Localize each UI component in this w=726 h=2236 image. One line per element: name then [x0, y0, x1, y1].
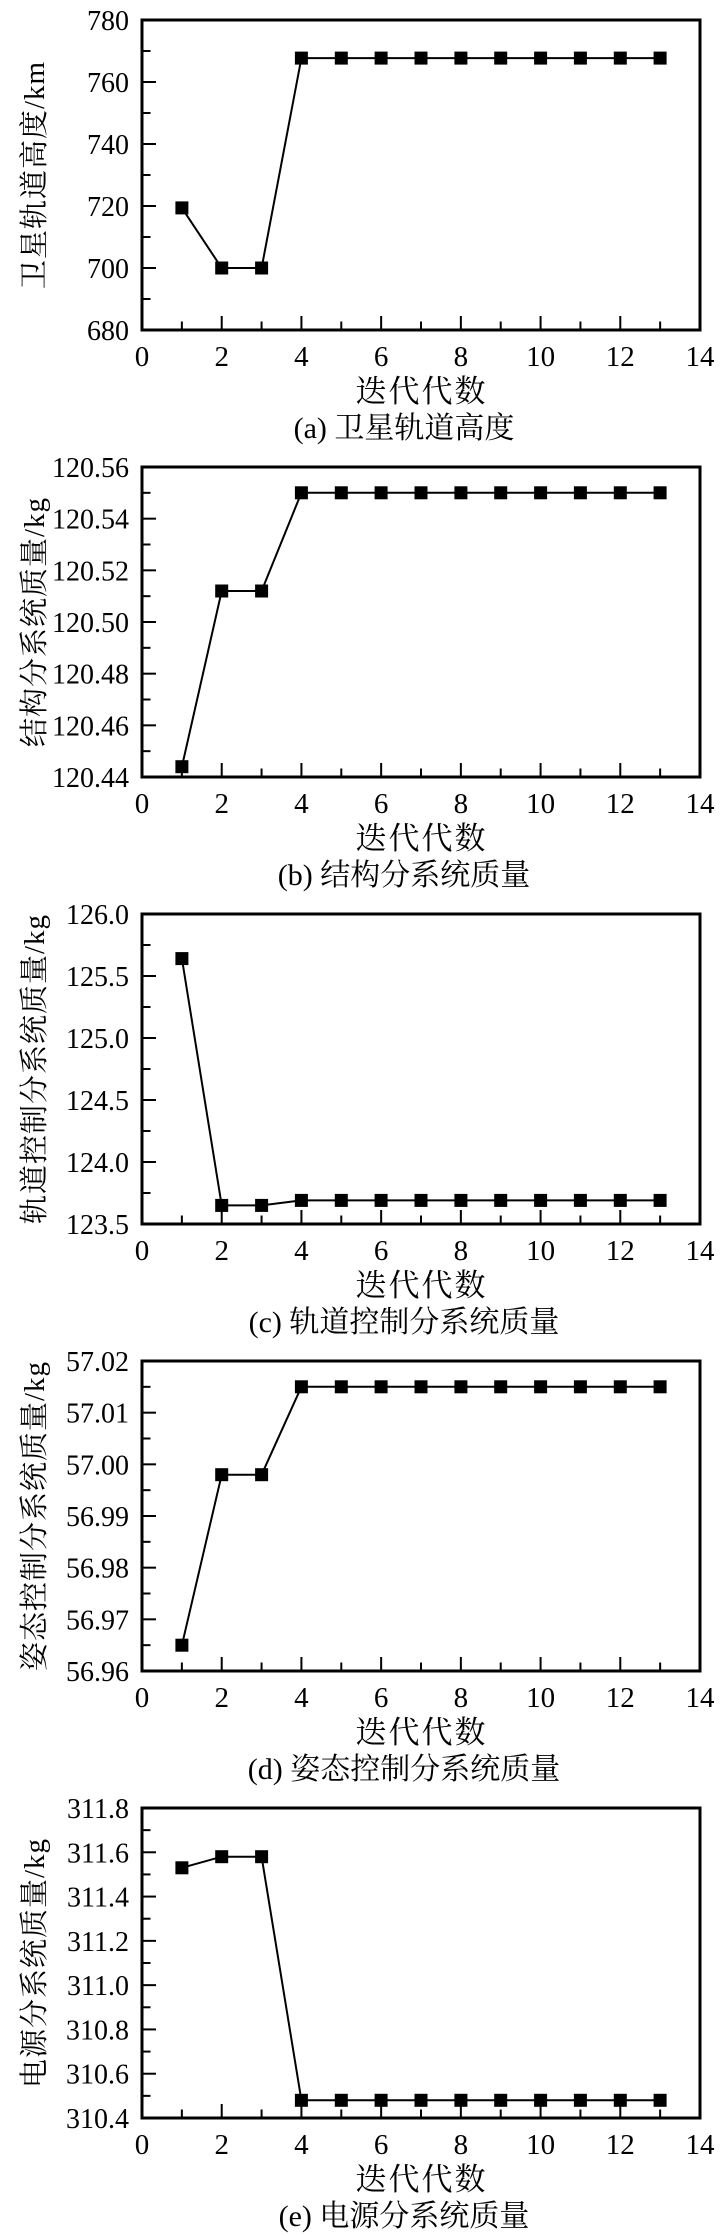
x-axis-title-a: 迭代代数 [355, 374, 488, 409]
x-tick-label: 2 [214, 341, 229, 373]
y-tick-label: 740 [87, 130, 129, 161]
data-point-marker [454, 1194, 467, 1207]
data-line [182, 493, 660, 767]
data-point-marker [375, 486, 388, 499]
data-point-marker [215, 1468, 228, 1481]
data-point-marker [255, 1468, 268, 1481]
data-point-marker [375, 2094, 388, 2107]
data-point-marker [454, 486, 467, 499]
y-tick-label: 56.96 [66, 1657, 129, 1688]
subplot-e [0, 1788, 726, 2235]
data-point-marker [295, 486, 308, 499]
y-tick-label: 120.44 [52, 763, 129, 794]
data-point-marker [614, 2094, 627, 2107]
x-tick-label: 10 [526, 2129, 556, 2161]
data-point-marker [494, 486, 507, 499]
x-tick-label: 6 [373, 788, 389, 820]
x-tick-label: 8 [453, 2129, 469, 2161]
caption-b: (b) 结构分系统质量 [277, 859, 531, 892]
y-tick-label: 125.5 [66, 962, 129, 993]
y-tick-label: 311.4 [67, 1882, 129, 1914]
data-point-marker [574, 2094, 587, 2107]
y-tick-label: 780 [87, 6, 129, 37]
y-tick-label: 56.98 [66, 1553, 129, 1585]
x-tick-label: 14 [685, 1682, 715, 1714]
data-point-marker [375, 1380, 388, 1393]
data-point-marker [454, 52, 467, 65]
data-point-marker [375, 52, 388, 65]
data-point-marker [654, 1380, 667, 1393]
caption-c: (c) 轨道控制分系统质量 [248, 1306, 560, 1339]
y-tick-label: 700 [87, 254, 129, 285]
data-point-marker [534, 52, 547, 65]
x-tick-label: 12 [605, 2129, 635, 2161]
y-tick-label: 310.8 [66, 2015, 129, 2047]
x-tick-label: 4 [294, 2129, 309, 2161]
x-tick-label: 4 [294, 1682, 309, 1714]
x-axis-title-d: 迭代代数 [355, 1715, 488, 1750]
x-tick-label: 14 [685, 341, 715, 373]
y-tick-label: 120.48 [52, 659, 129, 691]
y-tick-label: 57.01 [66, 1398, 129, 1430]
data-line [182, 1387, 660, 1645]
subplot-a [0, 0, 726, 447]
x-tick-label: 2 [214, 1682, 229, 1714]
data-point-marker [415, 52, 428, 65]
data-point-marker [415, 1194, 428, 1207]
data-point-marker [175, 952, 188, 965]
data-point-marker [574, 1194, 587, 1207]
x-axis-title-b: 迭代代数 [355, 821, 488, 856]
data-point-marker [175, 1639, 188, 1652]
data-point-marker [335, 486, 348, 499]
subplot-c [0, 894, 726, 1341]
x-tick-label: 8 [453, 1682, 469, 1714]
data-point-marker [175, 1861, 188, 1874]
data-point-marker [614, 1380, 627, 1393]
x-tick-label: 4 [294, 788, 309, 820]
data-point-marker [255, 1850, 268, 1863]
x-tick-label: 12 [605, 1235, 635, 1267]
data-point-marker [335, 2094, 348, 2107]
x-tick-label: 12 [605, 341, 635, 373]
data-point-marker [215, 585, 228, 598]
data-point-marker [454, 1380, 467, 1393]
x-tick-label: 12 [605, 788, 635, 820]
y-tick-label: 311.8 [67, 1794, 129, 1825]
y-tick-label: 57.00 [66, 1450, 129, 1482]
x-tick-label: 6 [373, 341, 389, 373]
chart-d-canvas [0, 1341, 726, 1715]
data-point-marker [494, 1380, 507, 1393]
data-point-marker [415, 486, 428, 499]
data-point-marker [175, 201, 188, 214]
y-tick-label: 310.6 [66, 2059, 129, 2091]
data-point-marker [494, 52, 507, 65]
x-tick-label: 8 [453, 1235, 469, 1267]
y-tick-label: 120.50 [52, 608, 129, 639]
caption-e: (e) 电源分系统质量 [278, 2200, 530, 2233]
x-tick-label: 0 [134, 1682, 150, 1714]
plot-frame [142, 467, 700, 777]
data-point-marker [654, 1194, 667, 1207]
data-point-marker [534, 2094, 547, 2107]
caption-a: (a) 卫星轨道高度 [293, 412, 515, 445]
y-tick-label: 124.0 [66, 1148, 129, 1179]
data-point-marker [654, 2094, 667, 2107]
x-tick-label: 14 [685, 2129, 715, 2161]
x-tick-label: 10 [526, 788, 556, 820]
data-point-marker [574, 52, 587, 65]
y-axis-title: 结构分系统质量/kg [19, 496, 51, 748]
x-tick-label: 4 [294, 1235, 309, 1267]
x-tick-label: 10 [526, 341, 556, 373]
data-line [182, 58, 660, 268]
x-tick-label: 2 [214, 1235, 229, 1267]
x-tick-label: 8 [453, 788, 469, 820]
data-line [182, 1857, 660, 2101]
data-point-marker [534, 486, 547, 499]
x-tick-label: 6 [373, 1235, 389, 1267]
x-tick-label: 12 [605, 1682, 635, 1714]
y-tick-label: 310.4 [66, 2104, 129, 2135]
x-tick-label: 6 [373, 1682, 389, 1714]
y-tick-label: 720 [87, 192, 129, 223]
x-tick-label: 0 [134, 788, 150, 820]
y-tick-label: 56.97 [66, 1605, 129, 1637]
data-point-marker [295, 1194, 308, 1207]
y-tick-label: 57.02 [66, 1347, 129, 1378]
x-tick-label: 0 [134, 1235, 150, 1267]
data-point-marker [175, 760, 188, 773]
x-tick-label: 2 [214, 2129, 229, 2161]
data-point-marker [295, 2094, 308, 2107]
data-point-marker [614, 52, 627, 65]
x-tick-label: 4 [294, 341, 309, 373]
y-tick-label: 311.0 [67, 1971, 129, 2003]
y-tick-label: 120.56 [52, 453, 129, 484]
data-point-marker [215, 1199, 228, 1212]
data-point-marker [654, 486, 667, 499]
y-tick-label: 311.6 [67, 1838, 129, 1870]
x-tick-label: 10 [526, 1235, 556, 1267]
y-tick-label: 680 [87, 316, 129, 347]
chart-b-canvas [0, 447, 726, 821]
y-tick-label: 126.0 [66, 900, 129, 931]
y-axis-title: 卫星轨道高度/km [19, 60, 51, 290]
data-point-marker [255, 585, 268, 598]
data-point-marker [215, 1850, 228, 1863]
subplot-d [0, 1341, 726, 1788]
data-point-marker [534, 1194, 547, 1207]
y-tick-label: 120.54 [52, 504, 129, 536]
data-point-marker [614, 1194, 627, 1207]
chart-c-canvas [0, 894, 726, 1268]
data-point-marker [494, 1194, 507, 1207]
data-point-marker [375, 1194, 388, 1207]
y-tick-label: 125.0 [66, 1024, 129, 1055]
data-point-marker [534, 1380, 547, 1393]
y-tick-label: 120.52 [52, 556, 129, 588]
data-point-marker [494, 2094, 507, 2107]
y-axis-title: 姿态控制分系统质量/kg [19, 1360, 51, 1672]
data-line [182, 959, 660, 1206]
chart-a-canvas [0, 0, 726, 374]
x-tick-label: 8 [453, 341, 469, 373]
x-tick-label: 2 [214, 788, 229, 820]
data-point-marker [415, 2094, 428, 2107]
data-point-marker [295, 52, 308, 65]
y-axis-title: 轨道控制分系统质量/kg [19, 913, 51, 1225]
data-point-marker [335, 1380, 348, 1393]
x-tick-label: 14 [685, 788, 715, 820]
x-axis-title-e: 迭代代数 [355, 2162, 488, 2197]
y-tick-label: 124.5 [66, 1086, 129, 1117]
x-tick-label: 0 [134, 341, 150, 373]
data-point-marker [255, 1199, 268, 1212]
data-point-marker [335, 1194, 348, 1207]
data-point-marker [215, 262, 228, 275]
data-point-marker [454, 2094, 467, 2107]
x-tick-label: 0 [134, 2129, 150, 2161]
y-tick-label: 123.5 [66, 1210, 129, 1241]
chart-e-canvas [0, 1788, 726, 2162]
plot-frame [142, 1361, 700, 1671]
x-tick-label: 10 [526, 1682, 556, 1714]
data-point-marker [295, 1380, 308, 1393]
data-point-marker [335, 52, 348, 65]
data-point-marker [255, 262, 268, 275]
y-tick-label: 311.2 [67, 1926, 129, 1958]
plot-frame [142, 914, 700, 1224]
y-tick-label: 120.46 [52, 711, 129, 743]
x-tick-label: 14 [685, 1235, 715, 1267]
caption-d: (d) 姿态控制分系统质量 [247, 1753, 561, 1786]
plot-frame [142, 20, 700, 330]
data-point-marker [614, 486, 627, 499]
y-tick-label: 760 [87, 68, 129, 99]
y-tick-label: 56.99 [66, 1502, 129, 1533]
x-axis-title-c: 迭代代数 [355, 1268, 488, 1303]
x-tick-label: 6 [373, 2129, 389, 2161]
subplot-b [0, 447, 726, 894]
data-point-marker [574, 1380, 587, 1393]
y-axis-title: 电源分系统质量/kg [19, 1837, 51, 2089]
data-point-marker [415, 1380, 428, 1393]
data-point-marker [574, 486, 587, 499]
data-point-marker [654, 52, 667, 65]
